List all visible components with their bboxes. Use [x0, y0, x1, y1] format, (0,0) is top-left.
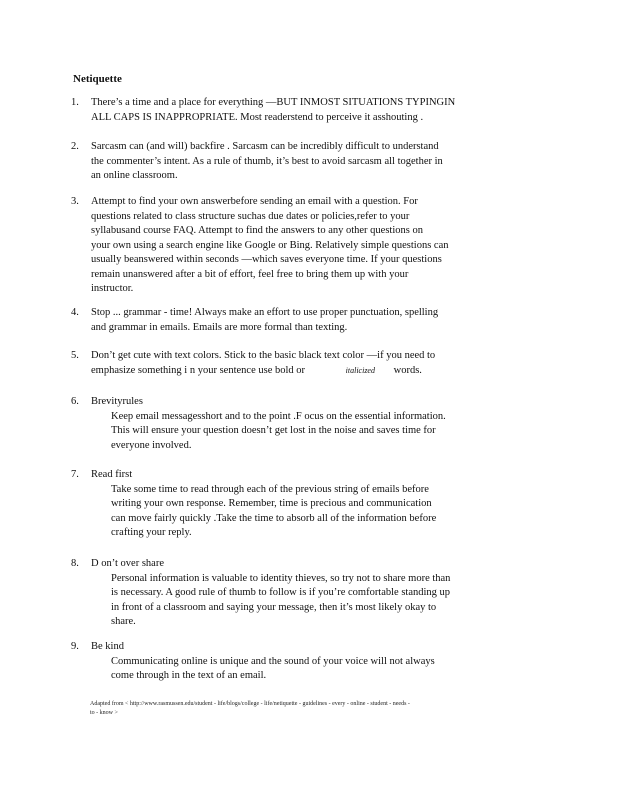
item-text-line: Personal information is valuable to identity thieves, so try not to share more than: [111, 572, 451, 584]
list-item: [71, 96, 541, 125]
item-text-line: an online classroom.: [91, 170, 178, 181]
source-citation: [90, 700, 550, 718]
item-text-line: and grammar in emails. Emails are more formal than texting.: [91, 321, 348, 333]
list-item: [71, 195, 541, 297]
item-text-tail: words.: [393, 364, 422, 376]
item-text-line: This will ensure your question doesn’t get lost in the noise and saves time for: [111, 425, 436, 436]
item-heading: Read first: [91, 469, 133, 480]
item-text-line: is necessary. A good rule of thumb to follow is if you’re comfortable standing up: [111, 587, 451, 598]
item-text-line: questions related to class structure suchas due dates or policies,refer to your: [91, 210, 410, 222]
item-text-line: There’s a time and a place for everything —BUT INMOST SITUATIONS TYPINGIN: [91, 97, 456, 108]
item-text-line: come through in the text of an email.: [111, 670, 267, 681]
list-item: [71, 468, 541, 541]
item-text-line: emphasize something i n your sentence use bold or: [91, 364, 306, 376]
citation-line: to - know >: [90, 710, 118, 716]
item-text-line: usually beanswered within seconds —which saves everyone time. If your questions: [91, 254, 442, 265]
item-text-line: Communicating online is unique and the sound of your voice will not always: [111, 655, 435, 667]
item-number: 3.: [71, 196, 79, 207]
item-text-line: Stop ... grammar - time! Always make an effort to use proper punctuation, spelling: [91, 307, 439, 318]
item-text-line: Don’t get cute with text colors. Stick to the basic black text color —if you need to: [91, 350, 436, 361]
item-number: 8.: [71, 558, 79, 569]
item-text-line: ALL CAPS IS INAPPROPRIATE. Most readerstend to perceive it asshouting .: [91, 111, 424, 123]
item-number: 5.: [71, 350, 79, 361]
italic-word: italicized: [345, 365, 375, 375]
item-text-line: instructor.: [91, 283, 134, 294]
list-item: [71, 395, 541, 453]
item-number: 2.: [71, 141, 79, 152]
item-number: 9.: [71, 641, 79, 652]
citation-line: Adapted from < http://www.rasmussen.edu/student - life/blogs/college - life/netiquette - guidelines - every - online - student - needs -: [90, 701, 410, 707]
item-text-line: syllabusand course FAQ. Attempt to find the answers to any other questions on: [91, 225, 423, 236]
item-text-line: Sarcasm can (and will) backfire . Sarcasm can be incredibly difficult to understand: [91, 141, 439, 152]
item-number: 7.: [71, 469, 79, 480]
item-text-line: writing your own response. Remember, time is precious and communication: [111, 498, 432, 509]
list-item: [71, 306, 541, 335]
item-text-line: Attempt to find your own answerbefore sending an email with a question. For: [91, 196, 418, 207]
item-text-line: your own using a search engine like Google or Bing. Relatively simple questions can: [91, 239, 449, 251]
item-heading: Be kind: [91, 641, 124, 652]
list-item: [71, 349, 541, 378]
list-item: [71, 557, 541, 630]
list-item: [71, 640, 541, 684]
list-item: [71, 140, 541, 184]
item-number: 4.: [71, 307, 79, 318]
item-text-line: share.: [111, 616, 136, 627]
item-text-line: the commenter’s intent. As a rule of thumb, it’s best to avoid sarcasm all together in: [91, 155, 443, 167]
item-text-line: everyone involved.: [111, 439, 192, 451]
item-number: 1.: [71, 97, 79, 108]
item-text-line: crafting your reply.: [111, 527, 192, 538]
item-number: 6.: [71, 396, 79, 407]
item-text-line: in front of a classroom and saying your message, then it’s most likely okay to: [111, 601, 437, 613]
item-text-line: Keep email messagesshort and to the point .F ocus on the essential information.: [111, 410, 446, 422]
item-text-line: can move fairly quickly .Take the time to absorb all of the information before: [111, 512, 437, 524]
item-heading: Brevityrules: [91, 396, 143, 407]
item-heading: D on’t over share: [91, 558, 164, 569]
item-text-line: remain unanswered after a bit of effort, feel free to bring them up with your: [91, 268, 409, 280]
document-title: Netiquette: [73, 73, 122, 85]
item-text-line: Take some time to read through each of the previous string of emails before: [111, 483, 429, 495]
